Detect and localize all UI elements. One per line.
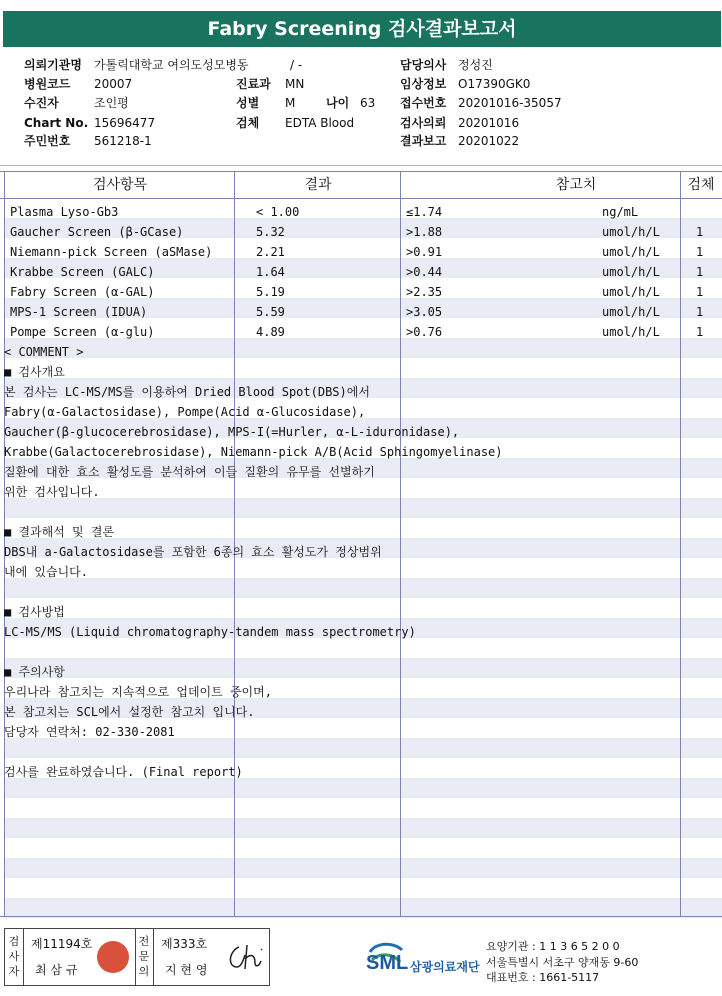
table-bottom-border	[0, 916, 722, 917]
value-institution: 가톨릭대학교 여의도성모병동	[94, 58, 249, 72]
row-stripe	[4, 818, 722, 838]
tester-label: 검사자	[8, 935, 20, 978]
test-reference: >1.88	[406, 225, 443, 239]
test-name: Gaucher Screen (β-GCase)	[10, 225, 184, 239]
label-chart-no: Chart No.	[24, 116, 89, 130]
org-address: 서울특별시 서초구 양재동 9-60	[486, 956, 639, 969]
comment-line: Gaucher(β-glucocerebrosidase), MPS-I(=Hurler, α-L-iduronidase),	[4, 425, 460, 439]
value-patient: 조인평	[94, 96, 129, 110]
value-hospital-code: 20007	[94, 77, 133, 91]
value-doctor: 정성진	[458, 58, 493, 72]
comment-line: 내에 있습니다.	[4, 565, 89, 579]
value-specimen: EDTA Blood	[285, 116, 355, 130]
value-department: MN	[285, 77, 305, 91]
comment-label: < COMMENT >	[4, 345, 84, 359]
table-row	[0, 242, 722, 262]
comment-line: 본 검사는 LC-MS/MS를 이용하여 Dried Blood Spot(DBS)에서	[4, 385, 370, 399]
org-logo-text: SML	[366, 952, 409, 974]
test-name: Niemann-pick Screen (aSMase)	[10, 245, 213, 259]
test-unit: umol/h/L	[602, 245, 660, 259]
test-reference: ≤1.74	[406, 205, 443, 219]
test-name: Plasma Lyso-Gb3	[10, 205, 119, 219]
header-bottom-border	[0, 198, 722, 199]
divider	[0, 165, 722, 166]
comment-line: 질환에 대한 효소 활성도를 분석하여 이들 질환의 유무를 선별하기	[4, 465, 375, 479]
value-chart-no: 15696477	[94, 116, 156, 130]
comment-line: 담당자 연락처: 02-330-2081	[4, 725, 175, 739]
test-unit: umol/h/L	[602, 225, 660, 239]
report-title: Fabry Screening 검사결과보고서	[3, 11, 721, 47]
label-resident-no: 주민번호	[24, 134, 71, 148]
comment-line: ■ 결과해석 및 결론	[4, 525, 115, 539]
test-specimen: 1	[696, 305, 704, 319]
value-sex: M	[285, 96, 296, 110]
expert-name: 지 현 영	[165, 963, 208, 977]
test-specimen: 1	[696, 325, 704, 339]
label-sex: 성별	[236, 96, 260, 110]
comment-line: ■ 주의사항	[4, 665, 65, 679]
seal-stamp-icon	[97, 941, 129, 973]
label-department: 진료과	[236, 77, 271, 91]
header-item: 검사항목	[92, 177, 148, 193]
test-name: Fabry Screen (α-GAL)	[10, 285, 155, 299]
value-report-date: 20201022	[458, 134, 520, 148]
test-unit: ng/mL	[602, 205, 639, 219]
value-age: 63	[360, 96, 376, 110]
row-stripe	[4, 578, 722, 598]
value-resident-no: 561218-1	[94, 134, 152, 148]
test-reference: >0.91	[406, 245, 443, 259]
org-code: 요양기관 : 1 1 3 6 5 2 0 0	[486, 940, 620, 953]
test-result: 4.89	[256, 325, 285, 339]
test-reference: >0.44	[406, 265, 443, 279]
label-patient: 수진자	[24, 96, 59, 110]
test-result: 5.59	[256, 305, 285, 319]
test-name: Krabbe Screen (GALC)	[10, 265, 155, 279]
row-stripe	[4, 858, 722, 878]
org-phone: 대표번호 : 1661-5117	[486, 971, 600, 984]
label-report-date: 결과보고	[400, 134, 447, 148]
expert-label: 전문의	[138, 935, 150, 978]
label-hospital-code: 병원코드	[24, 77, 71, 91]
signature-box	[4, 928, 270, 986]
table-row	[0, 262, 722, 282]
row-stripe	[4, 498, 722, 518]
test-result: 1.64	[256, 265, 285, 279]
tester-name: 최 삼 규	[35, 963, 78, 977]
label-request-date: 검사의뢰	[400, 116, 447, 130]
report-footer	[0, 920, 722, 996]
test-unit: umol/h/L	[602, 325, 660, 339]
test-result: < 1.00	[256, 205, 300, 219]
value-request-date: 20201016	[458, 116, 520, 130]
value-clinical-info: O17390GK0	[458, 77, 531, 91]
label-doctor: 담당의사	[400, 58, 447, 72]
comment-line: 위한 검사입니다.	[4, 485, 100, 499]
label-clinical-info: 임상정보	[400, 77, 447, 91]
label-institution: 의뢰기관명	[24, 58, 82, 72]
header-specimen: 검체	[687, 177, 715, 193]
comment-line: DBS내 a-Galactosidase를 포함한 6종의 효소 활성도가 정상범위	[4, 545, 382, 559]
test-reference: >2.35	[406, 285, 443, 299]
comment-line: 검사를 완료하였습니다. (Final report)	[4, 765, 243, 779]
table-row	[0, 202, 722, 222]
header-result: 결과	[304, 177, 332, 193]
row-stripe	[4, 658, 722, 678]
org-name: 삼광의료재단	[410, 960, 480, 974]
test-result: 2.21	[256, 245, 285, 259]
expert-license: 제333호	[161, 937, 208, 951]
test-unit: umol/h/L	[602, 265, 660, 279]
table-row	[0, 282, 722, 302]
test-specimen: 1	[696, 285, 704, 299]
test-unit: umol/h/L	[602, 305, 660, 319]
test-result: 5.32	[256, 225, 285, 239]
test-name: Pompe Screen (α-glu)	[10, 325, 155, 339]
comment-line: ■ 검사방법	[4, 605, 65, 619]
comment-line: 본 참고치는 SCL에서 설정한 참고치 입니다.	[4, 705, 255, 719]
row-stripe	[4, 898, 722, 918]
test-name: MPS-1 Screen (IDUA)	[10, 305, 148, 319]
label-receipt-no: 접수번호	[400, 96, 447, 110]
label-age: 나이	[326, 96, 350, 110]
test-unit: umol/h/L	[602, 285, 660, 299]
label-specimen: 검체	[236, 116, 260, 130]
test-reference: >0.76	[406, 325, 443, 339]
value-ward: / -	[290, 58, 303, 72]
table-row	[0, 222, 722, 242]
comment-line: Krabbe(Galactocerebrosidase), Niemann-pick A/B(Acid Sphingomyelinase)	[4, 445, 503, 459]
test-result: 5.19	[256, 285, 285, 299]
test-specimen: 1	[696, 225, 704, 239]
test-specimen: 1	[696, 245, 704, 259]
signature-icon	[225, 941, 265, 973]
test-reference: >3.05	[406, 305, 443, 319]
comment-line: 우리나라 참고치는 지속적으로 업데이트 중이며,	[4, 685, 272, 699]
comment-line: LC-MS/MS (Liquid chromatography-tandem mass spectrometry)	[4, 625, 416, 639]
comment-line: ■ 검사개요	[4, 365, 65, 379]
test-specimen: 1	[696, 265, 704, 279]
table-row	[0, 302, 722, 322]
table-row	[0, 322, 722, 342]
comment-line: Fabry(α-Galactosidase), Pompe(Acid α-Glucosidase),	[4, 405, 366, 419]
header-reference: 참고치	[555, 177, 597, 193]
tester-license: 제11194호	[31, 937, 93, 951]
value-receipt-no: 20201016-35057	[458, 96, 562, 110]
